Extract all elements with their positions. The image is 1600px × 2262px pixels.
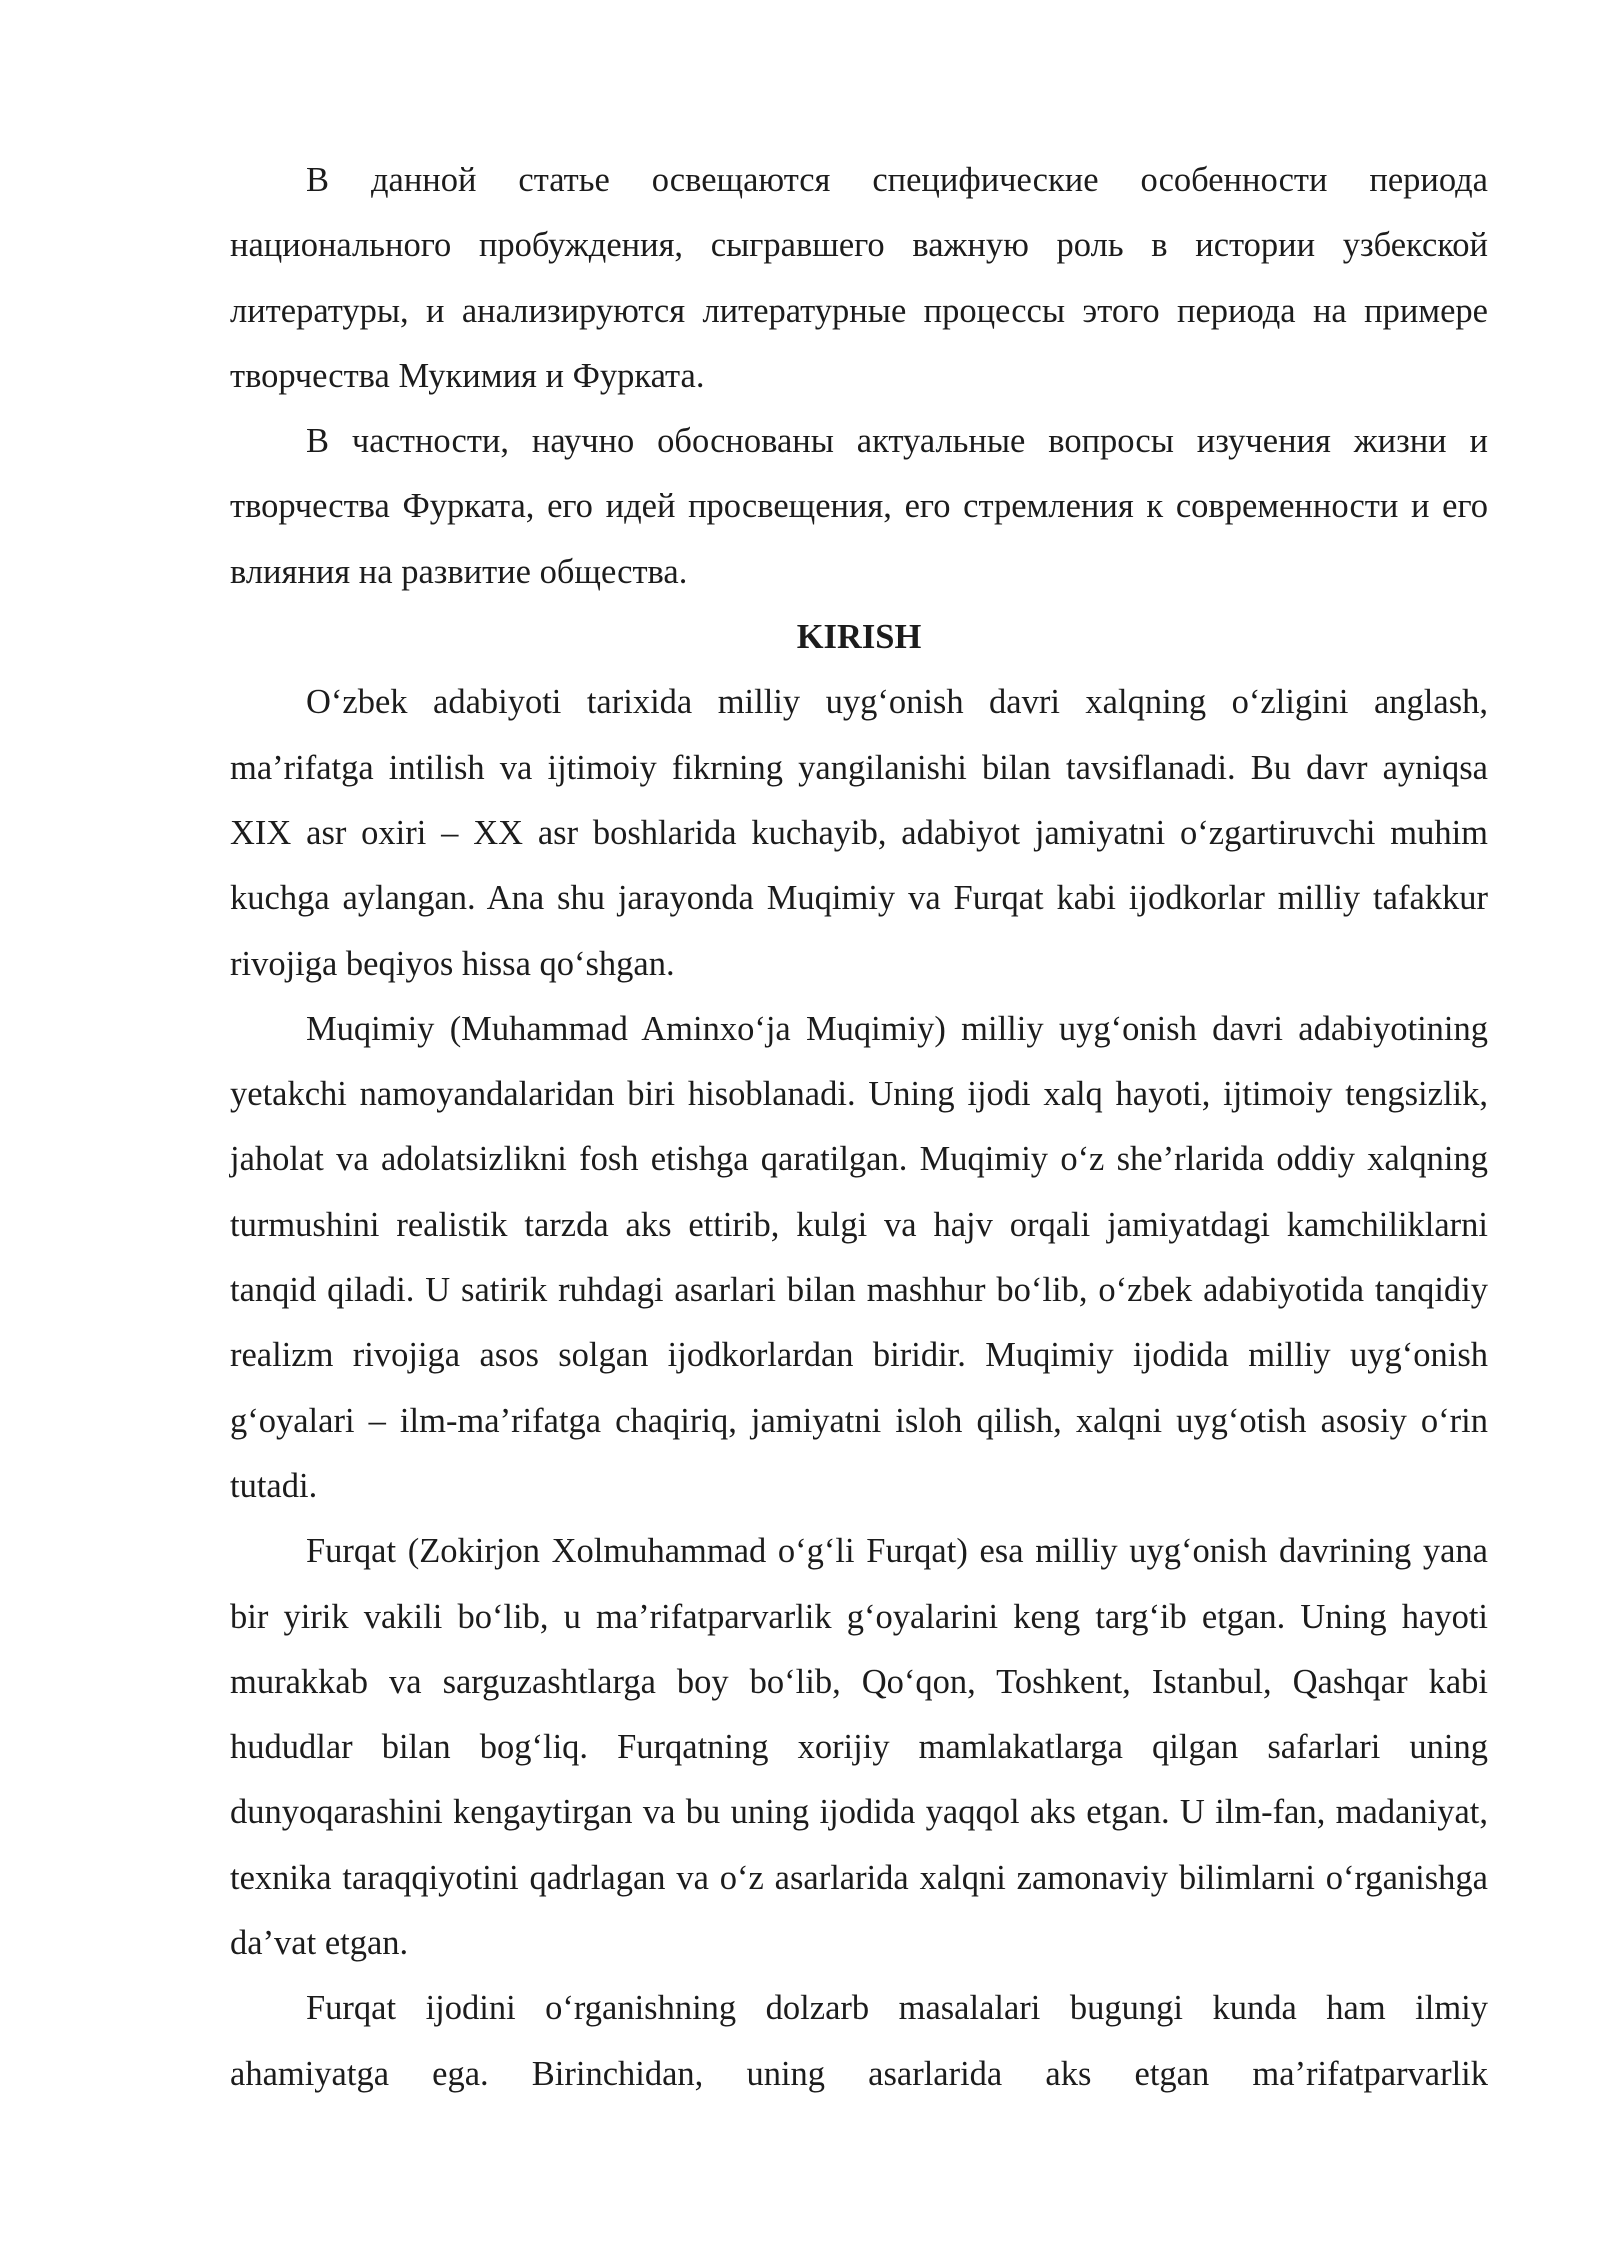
body-paragraph-1: O‘zbek adabiyoti tarixida milliy uyg‘onish davri xalqning o‘zligini anglash, ma’rifatga intilish va ijtimoiy fikrning yangilanishi bilan tavsiflanadi. Bu davr ayniqsa XIX asr oxiri – XX asr boshlarida kuchayib, adabiyot jamiyatni o‘zgartiruvchi muhim kuchga aylangan. Ana shu jarayonda Muqimiy va Furqat kabi ijodkorlar milliy tafakkur rivojiga beqiyos hissa qo‘shgan. bbox=[230, 683, 1488, 983]
document-page bbox=[230, 148, 1488, 2107]
section-heading: KIRISH bbox=[796, 618, 922, 657]
abstract-paragraph-2: В частности, научно обоснованы актуальные вопросы изучения жизни и творчества Фурката, его идей просвещения, его стремления к современности и его влияния на развитие общества. bbox=[230, 422, 1488, 591]
body-paragraph-2: Muqimiy (Muhammad Aminxo‘ja Muqimiy) milliy uyg‘onish davri adabiyotining yetakchi namoyandalaridan biri hisoblanadi. Uning ijodi xalq hayoti, ijtimoiy tengsizlik, jaholat va adolatsizlikni fosh etishga qaratilgan. Muqimiy o‘z she’rlarida oddiy xalqning turmushini realistik tarzda aks ettirib, kulgi va hajv orqali jamiyatdagi kamchiliklarni tanqid qiladi. U satirik ruhdagi asarlari bilan mashhur bo‘lib, o‘zbek adabiyotida tanqidiy realizm rivojiga asos solgan ijodkorlardan biridir. Muqimiy ijodida milliy uyg‘onish g‘oyalari – ilm-ma’rifatga chaqiriq, jamiyatni isloh qilish, xalqni uyg‘otish asosiy o‘rin tutadi. bbox=[230, 1009, 1488, 1505]
abstract-paragraph-1: В данной статье освещаются специфические особенности периода национального пробуждения, сыгравшего важную роль в истории узбекской литературы, и анализируются литературные процессы этого периода на примере творчества Мукимия и Фурката. bbox=[230, 161, 1488, 395]
body-paragraph-4: Furqat ijodini o‘rganishning dolzarb masalalari bugungi kunda ham ilmiy ahamiyatga ega. Birinchidan, uning asarlarida aks etgan ma’rifatparvarlik bbox=[230, 1989, 1488, 2093]
body-paragraph-3: Furqat (Zokirjon Xolmuhammad o‘g‘li Furqat) esa milliy uyg‘onish davrining yana bir yirik vakili bo‘lib, u ma’rifatparvarlik g‘oyalarini keng targ‘ib etgan. Uning hayoti murakkab va sarguzashtlarga boy bo‘lib, Qo‘qon, Toshkent, Istanbul, Qashqar kabi hududlar bilan bog‘liq. Furqatning xorijiy mamlakatlarga qilgan safarlari uning dunyoqarashini kengaytirgan va bu uning ijodida yaqqol aks etgan. U ilm-fan, madaniyat, texnika taraqqiyotini qadrlagan va o‘z asarlarida xalqni zamonaviy bilimlarni o‘rganishga da’vat etgan. bbox=[230, 1532, 1488, 1963]
